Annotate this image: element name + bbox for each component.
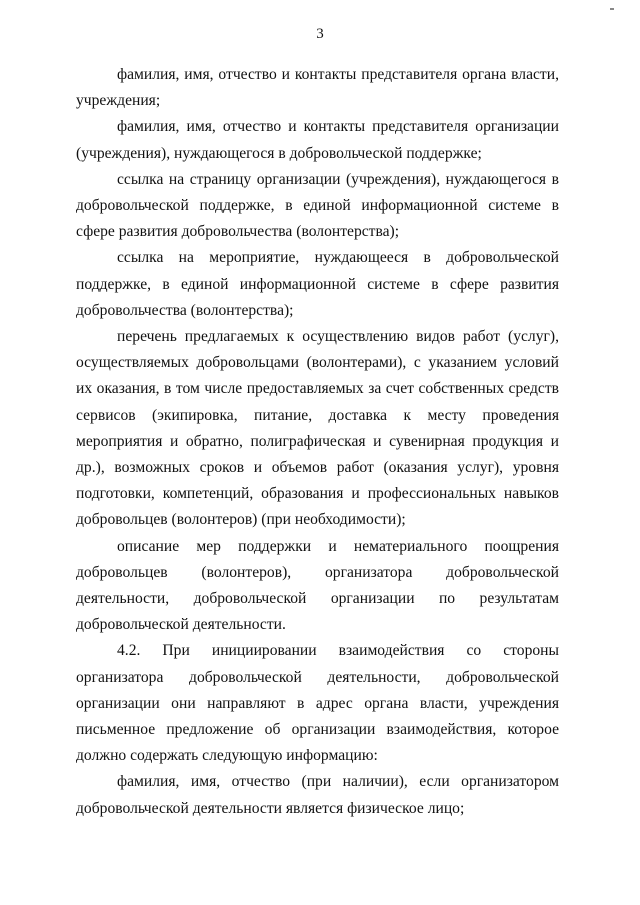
paragraph-organization-contact: фамилия, имя, отчество и контакты представителя организации (учреждения), нуждающегося в добровольческой поддержке; [76, 118, 559, 162]
paragraph-support-measures: описание мер поддержки и нематериального поощрения добровольцев (волонтеров), организатора добровольческой деятельности, добровольческой организации по результатам добровольческой деятельности. [76, 537, 559, 634]
paragraph-section-4-2: 4.2. При инициировании взаимодействия со стороны организатора добровольческой деятельности, добровольческой организации они направляют в адрес органа власти, учреждения письменное предложение об организации взаимодействия, которое должно содержать следующую информацию: [76, 642, 559, 765]
paragraph-authority-contact: фамилия, имя, отчество и контакты представителя органа власти, учреждения; [76, 66, 559, 110]
page-number: 3 [316, 26, 324, 42]
paragraph-organization-link: ссылка на страницу организации (учреждения), нуждающегося в добровольческой поддержке, в единой информационной системе в сфере развития добровольчества (волонтерства); [76, 170, 559, 241]
paragraph-organizer-name: фамилия, имя, отчество (при наличии), если организатором добровольческой деятельности является физическое лицо; [76, 773, 559, 817]
document-body [76, 62, 559, 822]
paragraph-event-link: ссылка на мероприятие, нуждающееся в добровольческой поддержке, в единой информационной системе в сфере развития добровольчества (волонтерства); [76, 249, 559, 319]
paragraph-work-list: перечень предлагаемых к осуществлению видов работ (услуг), осуществляемых добровольцами (волонтерами), с указанием условий их оказания, в том числе предоставляемых за счет собственных средств сервисов (экипировка, питание, доставка к месту проведения мероприятия и обратно, полиграфическая и сувенирная продукция и др.), возможных сроков и объемов работ (оказания услуг), уровня подготовки, компетенций, образования и профессиональных навыков добровольцев (волонтеров) (при необходимости); [76, 328, 559, 529]
scan-artifact [610, 8, 614, 10]
